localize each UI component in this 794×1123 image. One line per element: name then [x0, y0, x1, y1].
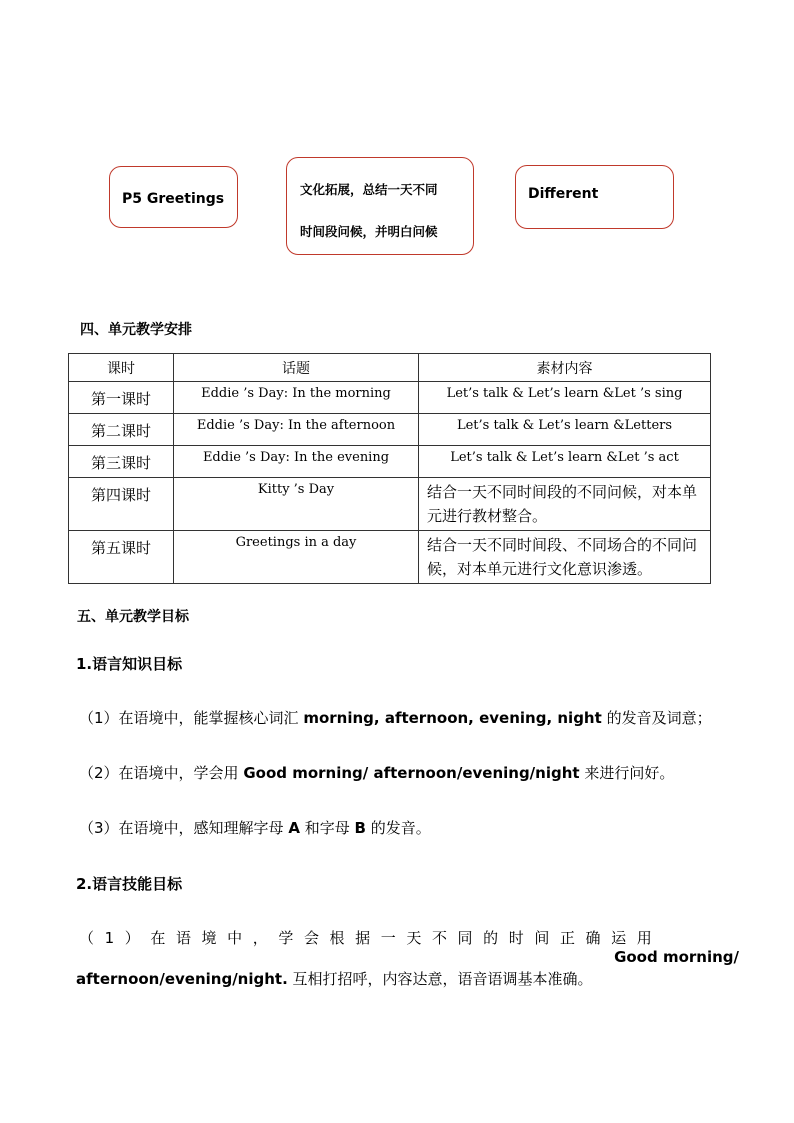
topic-cell: Kitty ’s Day: [174, 478, 419, 531]
table-row: [69, 531, 711, 584]
table-header-row: [69, 354, 711, 382]
lesson-cell: 第二课时: [69, 414, 174, 446]
content-cell: Let’s talk & Let’s learn &Let ’s sing: [419, 382, 711, 414]
goal-text: 和字母: [299, 819, 355, 837]
table-row: [69, 382, 711, 414]
goal-item-continued: [76, 968, 593, 989]
column-header: 课时: [69, 354, 174, 382]
goal-text: （1）在语境中，学会根据一天不同的时间正确运用: [79, 929, 663, 947]
section-heading: 五、单元教学目标: [77, 609, 189, 625]
content-cell: Let’s talk & Let’s learn &Letters: [419, 414, 711, 446]
goal-text: 的发音。: [365, 819, 431, 837]
table-row: [69, 414, 711, 446]
goal-item: [79, 707, 712, 728]
table-row: [69, 478, 711, 531]
goal-heading: 2.语言技能目标: [76, 875, 183, 893]
goal-keywords: B: [354, 819, 366, 837]
section-heading: 四、单元教学安排: [80, 322, 192, 338]
flow-box-label: P5 Greetings: [122, 191, 225, 207]
goal-item: [79, 762, 674, 783]
lesson-cell: 第五课时: [69, 531, 174, 584]
goal-keywords: Good morning/ afternoon/evening/night: [243, 764, 580, 782]
topic-cell: Greetings in a day: [174, 531, 419, 584]
goal-item: [79, 927, 739, 966]
content-cell: Let’s talk & Let’s learn &Let ’s act: [419, 446, 711, 478]
flow-box-label: Different: [528, 186, 599, 202]
content-cell: 结合一天不同时间段、不同场合的不同问候，对本单元进行文化意识渗透。: [419, 531, 711, 584]
topic-cell: Eddie ’s Day: In the evening: [174, 446, 419, 478]
schedule-table: [68, 353, 711, 584]
topic-cell: Eddie ’s Day: In the afternoon: [174, 414, 419, 446]
goal-keywords: Good morning/: [614, 948, 739, 966]
flow-box-different: [515, 165, 674, 229]
goal-text: （1）在语境中，能掌握核心词汇: [79, 709, 304, 727]
flow-box-culture: [286, 157, 474, 255]
lesson-cell: 第三课时: [69, 446, 174, 478]
lesson-cell: 第一课时: [69, 382, 174, 414]
goal-text: 互相打招呼，内容达意，语音语调基本准确。: [287, 970, 593, 988]
goal-text: 的发音及词意；: [601, 709, 712, 727]
goal-keywords: A: [288, 819, 300, 837]
goal-keywords: afternoon/evening/night.: [76, 970, 288, 988]
table-row: [69, 446, 711, 478]
goal-text: （3）在语境中，感知理解字母: [79, 819, 289, 837]
goal-keywords: morning, afternoon, evening, night: [303, 709, 602, 727]
lesson-cell: 第四课时: [69, 478, 174, 531]
goal-item: [79, 817, 431, 838]
flow-box-line: 时间段问候，并明白问候: [300, 224, 438, 239]
goal-text: 来进行问好。: [579, 764, 675, 782]
content-cell: 结合一天不同时间段的不同问候，对本单元进行教材整合。: [419, 478, 711, 531]
flow-box-line: 文化拓展，总结一天不同: [300, 182, 438, 197]
column-header: 话题: [174, 354, 419, 382]
flow-box-greetings: [109, 166, 238, 228]
goal-heading: 1.语言知识目标: [76, 655, 183, 673]
column-header: 素材内容: [419, 354, 711, 382]
topic-cell: Eddie ’s Day: In the morning: [174, 382, 419, 414]
goal-text: （2）在语境中，学会用: [79, 764, 244, 782]
